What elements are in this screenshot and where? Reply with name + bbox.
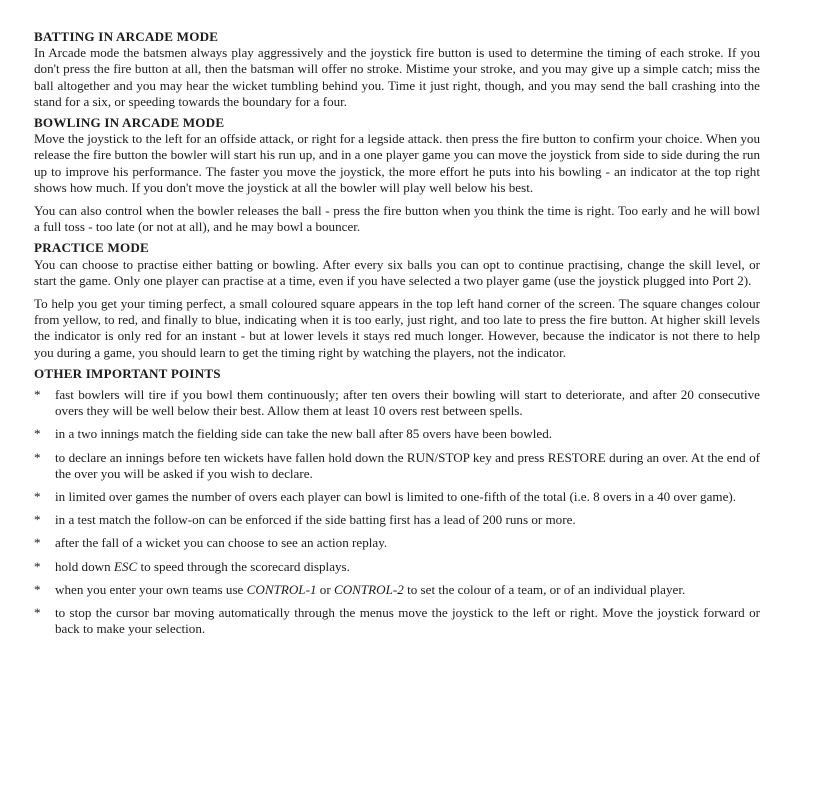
list-item (34, 535, 760, 551)
section-heading: PRACTICE MODE (34, 240, 149, 256)
item-text: in a two innings match the fielding side can take the new ball after 85 overs have been bowled. (55, 426, 553, 442)
bullet-icon: * (34, 535, 41, 551)
list-item (34, 605, 760, 637)
section-heading: BOWLING IN ARCADE MODE (34, 115, 225, 131)
list-item (34, 426, 760, 442)
item-text: to declare an innings before ten wickets have fallen hold down the RUN/STOP key and press RESTORE during an over. At the end of the over you will be asked if you wish to declare. (55, 449, 760, 481)
paragraph: In Arcade mode the batsmen always play aggressively and the joystick fire button is used to determine the timing of each stroke. If you don't press the fire button at all, then the batsman will offer no stroke. Mistime your stroke, and you may give up a simple catch; miss the ball altogether and you may hear the wicket tumbling behind you. Time it just right, though, and you may send the ball crashing into the stand for a six, or speeding towards the boundary for a four. (34, 45, 760, 109)
section-heading: BATTING IN ARCADE MODE (34, 29, 219, 44)
list-item (34, 489, 760, 505)
paragraph: Move the joystick to the left for an offside attack, or right for a legside attack. then press the fire button to confirm your choice. When you release the fire button the bowler will start his run up, and in a one player game you can move the joystick from side to side during the run up to improve his performance. The faster you move the joystick, the more effort he puts into his bowling - an indicator at the top right shows how much. If you don't move the joystick at all the bowler will play well below his best. (34, 131, 760, 195)
item-text: fast bowlers will tire if you bowl them continuously; after ten overs their bowling will start to deteriorate, and after 20 consecutive overs they will be well below their best. Allow them at least 10 overs rest between spells. (55, 387, 760, 419)
manual-text (34, 29, 760, 645)
paragraph: You can also control when the bowler releases the ball - press the fire button when you think the time is right. Too early and he will bowl a full toss - too late (or not at all), and he may bowl a bouncer. (34, 203, 760, 235)
list-item (34, 450, 760, 482)
list-item (34, 559, 760, 575)
list-item (34, 387, 760, 419)
item-text: when you enter your own teams use CONTROL-1 or CONTROL-2 to set the colour of a team, or of an individual player. (55, 581, 686, 597)
bullet-icon: * (34, 512, 41, 528)
section-batting (34, 29, 760, 110)
list-item (34, 582, 760, 598)
item-text: after the fall of a wicket you can choose to see an action replay. (55, 535, 388, 551)
bullet-icon: * (34, 449, 41, 465)
item-text: in limited over games the number of overs each player can bowl is limited to one-fifth of the total (i.e. 8 overs in a 40 over game). (55, 489, 737, 505)
list-item (34, 512, 760, 528)
key-name: CONTROL-1 (246, 581, 317, 597)
item-text: hold down ESC to speed through the scorecard displays. (55, 558, 350, 574)
bullet-icon: * (34, 581, 41, 597)
key-name: CONTROL-2 (333, 581, 404, 597)
key-name: ESC (113, 558, 138, 574)
bullet-icon: * (34, 387, 41, 403)
item-text: to stop the cursor bar moving automatically through the menus move the joystick to the left or right. Move the joystick forward or back to make your selection. (55, 605, 760, 637)
section-practice (34, 240, 760, 360)
paragraph: You can choose to practise either batting or bowling. After every six balls you can opt to continue practising, change the skill level, or start the game. Only one player can practise at a time, even if you have selected a two player game (use the joystick plugged into Port 2). (34, 256, 760, 288)
section-heading: OTHER IMPORTANT POINTS (34, 365, 221, 381)
section-other-points (34, 366, 760, 638)
bullet-icon: * (34, 426, 41, 442)
section-bowling (34, 115, 760, 235)
bullet-icon: * (34, 558, 41, 574)
item-text: in a test match the follow-on can be enforced if the side batting first has a lead of 200 runs or more. (55, 512, 576, 528)
points-list (34, 387, 760, 637)
bullet-icon: * (34, 605, 41, 621)
paragraph: To help you get your timing perfect, a small coloured square appears in the top left hand corner of the screen. The square changes colour from yellow, to red, and finally to blue, indicating when it is too early, just right, and too late to press the fire button. At higher skill levels the indicator is only red for an instant - but at lower levels it stays red much longer. However, because the indicator is not there to help you during a game, you should learn to get the timing right by watching the players, not the indicator. (34, 296, 760, 360)
bullet-icon: * (34, 489, 41, 505)
